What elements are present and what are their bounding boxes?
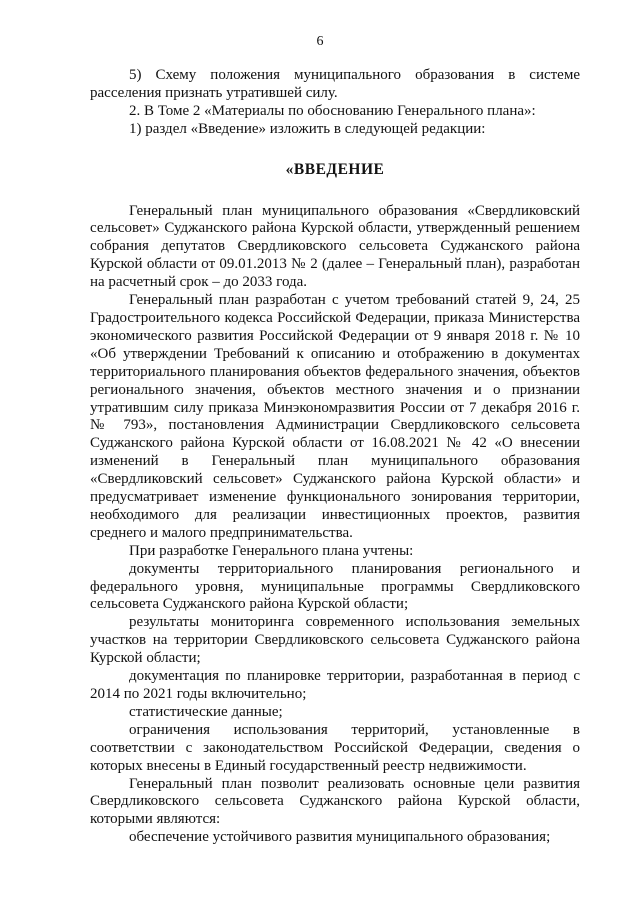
- intro-paragraph-2: 2. В Томе 2 «Материалы по обоснованию Генерального плана»:: [129, 102, 536, 119]
- intro-paragraph-3: 1) раздел «Введение» изложить в следующей редакции:: [129, 120, 486, 137]
- body-paragraph-7: статистические данные;: [129, 703, 283, 720]
- body-paragraph-2: Генеральный план разработан с учетом требований статей 9, 24, 25 Градостроительного кодекса Российской Федерации, приказа Министерства экономического развития Российской Федерации от 9 января 2018 г. № 10 «Об утверждении Требований к описанию и отображению в документах территориального планирования объектов федерального значения, объектов регионального значения, объектов местного значения и о признании утратившим силу приказа Минэкономразвития России от 7 декабря 2016 г. № 793», постановления Администрации Свердликовского сельсовета Суджанского района Курской области от 16.08.2021 № 42 «О внесении изменений в Генеральный план муниципального образования «Свердликовский сельсовет» Суджанского района Курской области» и предусматривает изменение функционального зонирования территории, необходимого для реализации инвестиционных проектов, развития среднего и малого предпринимательства.: [90, 292, 580, 541]
- intro-paragraph-1: 5) Схему положения муниципального образования в системе расселения признать утратившей силу.: [90, 67, 580, 101]
- section-heading: «ВВЕДЕНИЕ: [285, 160, 385, 178]
- body-paragraph-8: ограничения использования территорий, установленные в соответствии с законодательством Российской Федерации, сведения о которых внесены в Единый государственный реестр недвижимости.: [90, 721, 580, 774]
- body-paragraph-9: Генеральный план позволит реализовать основные цели развития Свердликовского сельсовета Суджанского района Курской области, которыми являются:: [90, 775, 580, 828]
- body-paragraph-6: документация по планировке территории, разработанная в период с 2014 по 2021 годы включительно;: [90, 668, 580, 702]
- body-paragraph-10: обеспечение устойчивого развития муниципального образования;: [129, 829, 551, 846]
- body-paragraph-4: документы территориального планирования регионального и федерального уровня, муниципальные программы Свердликовского сельсовета Суджанского района Курской области;: [90, 560, 580, 613]
- body-paragraph-5: результаты мониторинга современного использования земельных участков на территории Свердликовского сельсовета Суджанского района Курской области;: [90, 614, 580, 667]
- body-paragraph-3: При разработке Генерального плана учтены:: [129, 542, 414, 559]
- document-body: [90, 67, 580, 847]
- page-number: 6: [316, 34, 324, 49]
- body-paragraph-1: Генеральный план муниципального образования «Свердликовский сельсовет» Суджанского района Курской области, утвержденный решением собрания депутатов Свердликовского сельсовета Суджанского района Курской области от 09.01.2013 № 2 (далее – Генеральный план), разработан на расчетный срок – до 2033 года.: [90, 202, 580, 291]
